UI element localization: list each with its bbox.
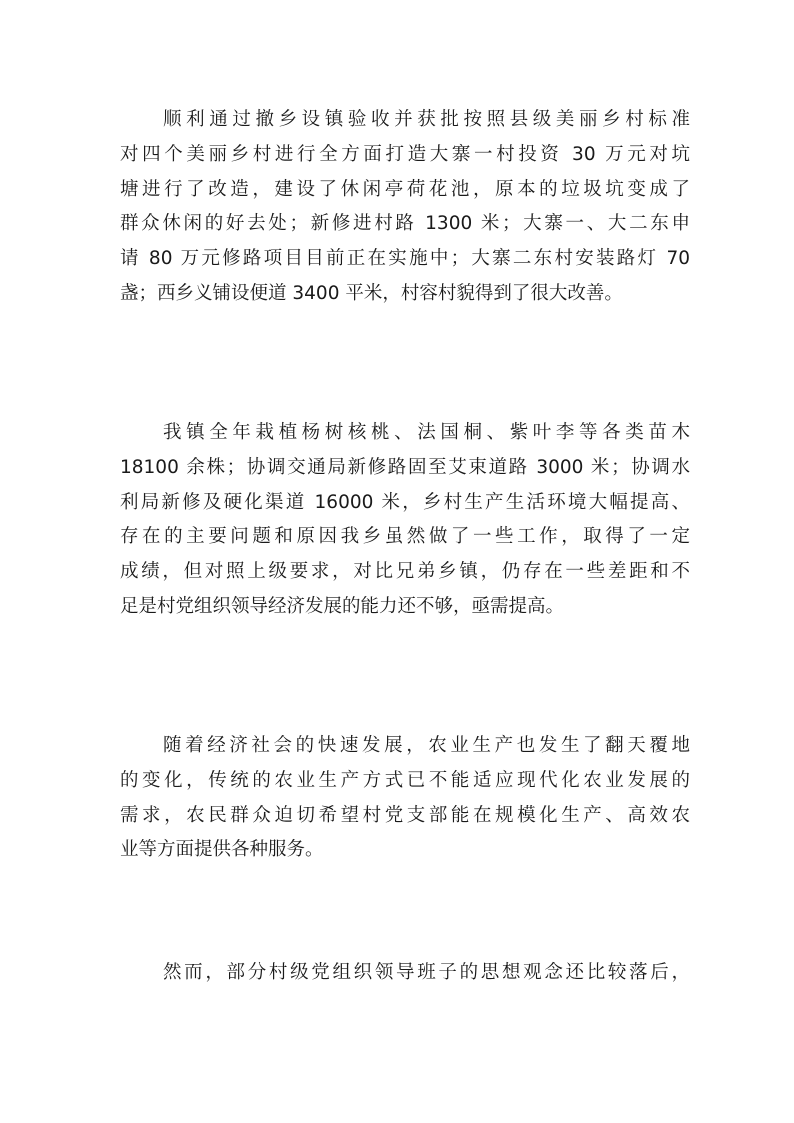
text-line: 业等方面提供各种服务。 xyxy=(120,839,324,861)
text-line: 群众休闲的好去处；新修进村路 1300 米；大寨一、大二东申 xyxy=(120,213,690,235)
text-line: 塘进行了改造，建设了休闲亭荷花池，原本的垃圾坑变成了 xyxy=(120,178,690,200)
text-line: 存在的主要问题和原因我乡虽然做了一些工作，取得了一定 xyxy=(120,526,690,548)
text-line: 对四个美丽乡村进行全方面打造大寨一村投资 30 万元对坑 xyxy=(120,143,690,165)
text-line: 足是村党组织领导经济发展的能力还不够，亟需提高。 xyxy=(120,595,565,617)
text-line: 18100 余株；协调交通局新修路固至艾束道路 3000 米；协调水 xyxy=(120,456,690,478)
paragraph-2 xyxy=(120,416,690,625)
text-line: 请 80 万元修路项目目前正在实施中；大寨二东村安装路灯 70 xyxy=(120,248,690,270)
text-line: 盏；西乡义铺设便道 3400 平米，村容村貌得到了很大改善。 xyxy=(120,282,623,304)
text-line: 利局新修及硬化渠道 16000 米，乡村生产生活环境大幅提高、 xyxy=(120,491,690,513)
paragraph-1 xyxy=(120,103,690,312)
paragraph-3 xyxy=(120,729,690,868)
paragraph-4 xyxy=(120,956,690,991)
text-line: 然而，部分村级党组织领导班子的思想观念还比较落后， xyxy=(163,962,690,983)
text-line: 的变化，传统的农业生产方式已不能适应现代化农业发展的 xyxy=(120,769,690,791)
text-line: 成绩，但对照上级要求，对比兄弟乡镇，仍存在一些差距和不 xyxy=(120,561,690,583)
text-line: 我镇全年栽植杨树核桃、法国桐、紫叶李等各类苗木 xyxy=(163,422,690,443)
text-line: 需求，农民群众迫切希望村党支部能在规模化生产、高效农 xyxy=(120,804,690,826)
text-line: 顺利通过撤乡设镇验收并获批按照县级美丽乡村标准 xyxy=(163,109,690,130)
text-line: 随着经济社会的快速发展，农业生产也发生了翻天覆地 xyxy=(163,735,690,756)
